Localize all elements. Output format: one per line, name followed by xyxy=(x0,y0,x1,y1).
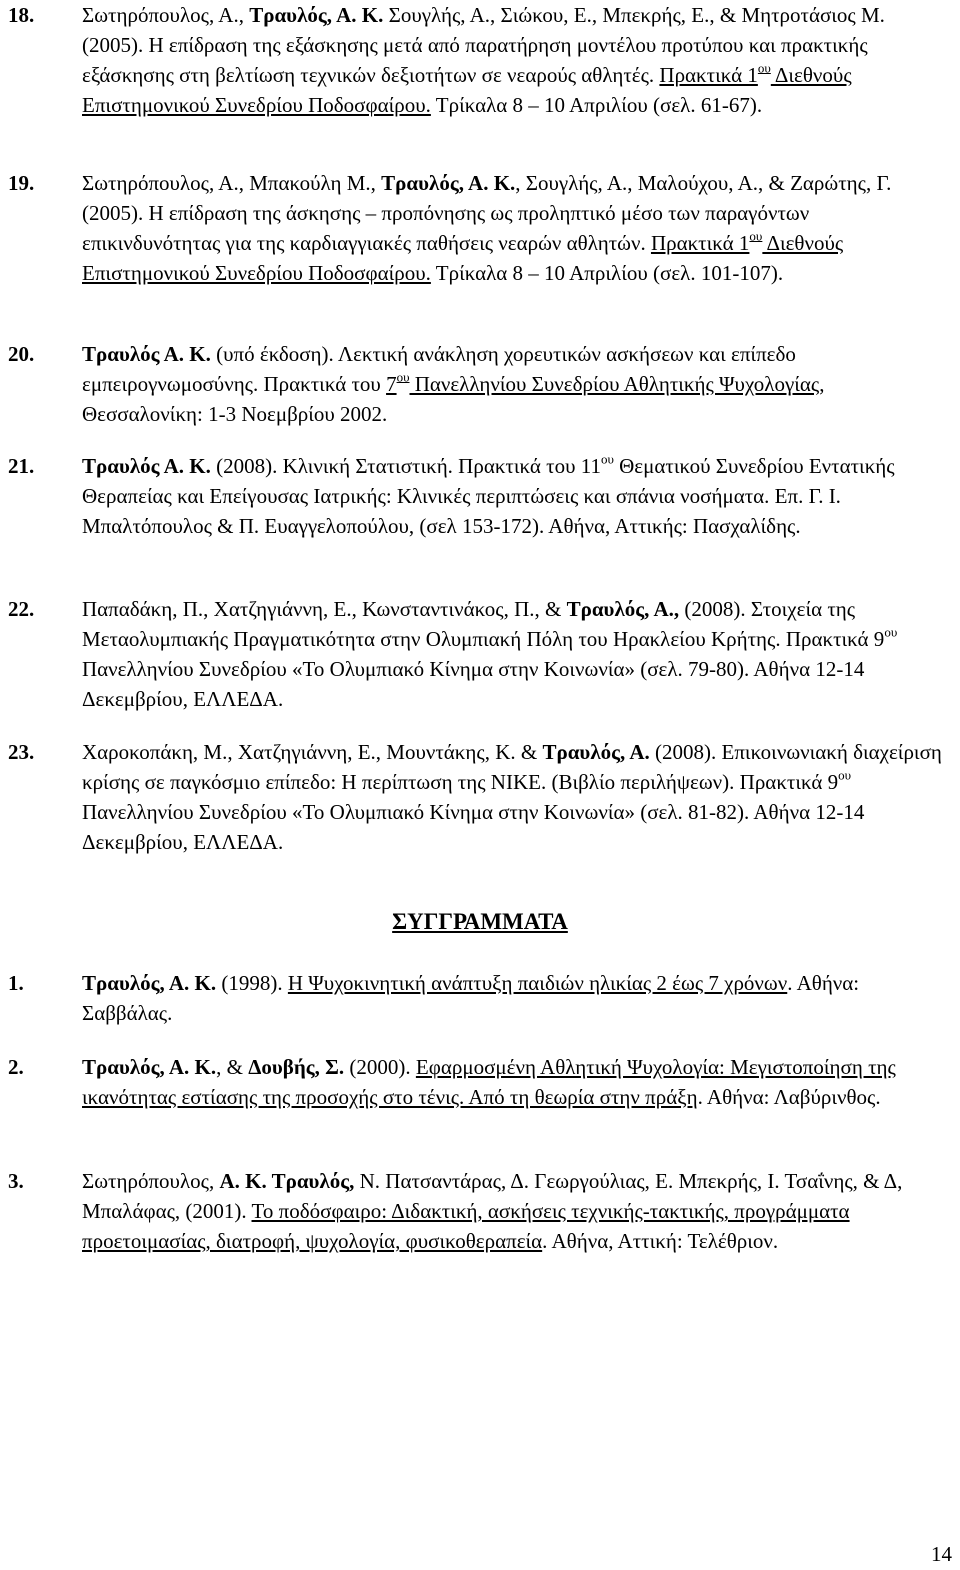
text-segment: , & xyxy=(216,1055,249,1079)
text-segment: Πανελληνίου Συνεδρίου Αθλητικής Ψυχολογίας xyxy=(409,372,820,396)
text-segment: Τραυλός Α. Κ. xyxy=(82,342,211,366)
text-segment: Η Ψυχοκινητική ανάπτυξη παιδιών ηλικίας 2 έως 7 χρόνων xyxy=(287,971,788,995)
text-segment: Πανελληνίου Συνεδρίου «Το Ολυμπιακό Κίνημα στην Κοινωνία» (σελ. 81-82). Αθήνα 12-14 Δεκεμβρίου, ΕΛΛΕΔΑ. xyxy=(82,800,865,854)
text-segment: Τραυλός, Α., xyxy=(566,597,680,621)
entry-text xyxy=(82,0,948,120)
text-segment: 7 xyxy=(386,372,397,396)
text-segment: Χαροκοπάκη, Μ., Χατζηγιάννη, Ε., Μουντάκης, Κ. & xyxy=(82,740,543,764)
entry-text xyxy=(82,168,948,288)
text-segment: (2008). Κλινική Στατιστική. Πρακτικά του 11 xyxy=(210,454,601,478)
superscript-segment: ου xyxy=(600,451,614,467)
text-segment: Παπαδάκη, Π., Χατζηγιάννη, Ε., Κωνσταντινάκος, Π., & xyxy=(82,597,567,621)
text-segment: Τραυλός, Α. Κ. xyxy=(82,971,217,995)
text-segment: Εφαρμοσμένη Αθλητική Ψυχολογία: Μεγιστοποίηση της ικανότητας εστίασης της προσοχής στο τένις. Από τη θεωρία στην πράξη xyxy=(82,1055,896,1109)
text-segment: (2000). xyxy=(344,1055,416,1079)
text-segment: , Θεσσαλονίκη: 1-3 Νοεμβρίου 2002. xyxy=(82,372,825,426)
superscript-segment: ου xyxy=(749,228,763,244)
reference-entry-19 xyxy=(8,168,948,288)
superscript-segment: ου xyxy=(757,60,771,76)
superscript-segment: ου xyxy=(396,369,410,385)
text-segment: Σωτηρόπουλος, Α., xyxy=(82,3,250,27)
entry-number: 1. xyxy=(8,971,24,995)
book-entry-2 xyxy=(8,1052,948,1112)
text-segment: Τραυλός, Α. Κ. xyxy=(249,3,384,27)
entry-number: 23. xyxy=(8,740,35,764)
book-entry-3 xyxy=(8,1166,948,1256)
text-segment: Πρακτικά 1 xyxy=(659,63,758,87)
entry-number: 19. xyxy=(8,171,35,195)
text-segment: Σωτηρόπουλος, Α., Μπακούλη Μ., xyxy=(82,171,382,195)
superscript-segment: ου xyxy=(884,624,898,640)
reference-entry-23 xyxy=(8,737,948,857)
entry-text xyxy=(82,1166,948,1256)
text-segment: (2008). Στοιχεία της Μεταολυμπιακής Πραγματικότητα στην Ολυμπιακή Πόλη του Ηρακλείου Κρήτης. Πρακτικά 9 xyxy=(82,597,885,651)
book-entry-1 xyxy=(8,968,948,1028)
text-segment: Τραυλός, Α. Κ. xyxy=(381,171,516,195)
text-segment: Πανελληνίου Συνεδρίου «Το Ολυμπιακό Κίνημα στην Κοινωνία» (σελ. 79-80). Αθήνα 12-14 Δεκεμβρίου, ΕΛΛΕΔΑ. xyxy=(82,657,865,711)
text-segment: Σουγλής, Α., Σιώκου, Ε., Μπεκρής, Ε., & Μητροτάσιος Μ. (2005). Η επίδραση της εξάσκησης μετά από παρατήρηση μοντέλου προτύπου και πρακτικής εξάσκησης στη βελτίωση τεχνικών δεξιοτήτων σε νεαρούς αθλητές. xyxy=(82,3,885,87)
text-segment: (υπό έκδοση). Λεκτική ανάκληση χορευτικών ασκήσεων και επίπεδο εμπειρογνωμοσύνης. Πρακτικά του xyxy=(82,342,796,396)
entry-number: 21. xyxy=(8,454,35,478)
text-segment: Τραυλός, Α. Κ. xyxy=(82,1055,217,1079)
text-segment: Το ποδόσφαιρο: Διδακτική, ασκήσεις τεχνικής-τακτικής, προγράμματα προετοιμασίας, διατροφή, ψυχολογία, φυσικοθεραπεία xyxy=(82,1199,850,1253)
reference-entry-18 xyxy=(8,0,948,120)
entry-number: 18. xyxy=(8,3,35,27)
text-segment: Τραυλός, Α. xyxy=(542,740,650,764)
text-segment: (2008). Επικοινωνιακή διαχείριση κρίσης σε παγκόσμιο επίπεδο: Η περίπτωση της NIKE. (Βιβλίο περιλήψεων). Πρακτικά 9 xyxy=(82,740,942,794)
entry-number: 2. xyxy=(8,1055,24,1079)
text-segment: , Σουγλής, Α., Μαλούχου, Α., & Ζαρώτης, Γ. (2005). Η επίδραση της άσκησης – προπόνησης ως προληπτικό μέσο των παραγόντων επικινδυνότητας για της καρδιαγγιακές παθήσεις νεαρών αθλητών. xyxy=(82,171,892,255)
text-segment: . Αθήνα, Αττική: Τελέθριον. xyxy=(542,1229,779,1253)
text-segment: Ν. Πατσαντάρας, Δ. Γεωργούλιας, Ε. Μπεκρής, Ι. Τσαΐνης, & Δ, Μπαλάφας, (2001). xyxy=(82,1169,903,1223)
entry-text xyxy=(82,594,948,714)
section-heading: ΣΥΓΓΡΑΜΜΑΤΑ xyxy=(392,909,568,934)
text-segment: Τραυλός Α. Κ. xyxy=(82,454,211,478)
entry-text xyxy=(82,968,948,1028)
page-number: 14 xyxy=(931,1542,952,1566)
entry-text xyxy=(82,737,948,857)
text-segment: Δουβής, Σ. xyxy=(248,1055,345,1079)
text-segment: (1998). xyxy=(216,971,288,995)
text-segment: Διεθνούς Επιστημονικού Συνεδρίου Ποδοσφαίρου. xyxy=(82,63,852,117)
text-segment: . Αθήνα: Σαββάλας. xyxy=(82,971,860,1025)
text-segment: Τρίκαλα 8 – 10 Απριλίου (σελ. 101-107). xyxy=(430,261,784,285)
text-segment: Διεθνούς Επιστημονικού Συνεδρίου Ποδοσφαίρου. xyxy=(82,231,844,285)
entry-text xyxy=(82,451,948,541)
text-segment: Τρίκαλα 8 – 10 Απριλίου (σελ. 61-67). xyxy=(430,93,763,117)
entry-number: 3. xyxy=(8,1169,24,1193)
entry-number: 22. xyxy=(8,597,35,621)
entry-text xyxy=(82,1052,948,1112)
reference-entry-21 xyxy=(8,451,948,541)
text-segment: Α. Κ. Τραυλός, xyxy=(219,1169,355,1193)
superscript-segment: ου xyxy=(838,767,852,783)
text-segment: Σωτηρόπουλος, xyxy=(82,1169,220,1193)
text-segment: . Αθήνα: Λαβύρινθος. xyxy=(697,1085,881,1109)
entry-number: 20. xyxy=(8,342,35,366)
reference-entry-20 xyxy=(8,339,948,429)
text-segment: Πρακτικά 1 xyxy=(650,231,750,255)
text-segment: Θεματικού Συνεδρίου Εντατικής Θεραπείας και Επείγουσας Ιατρικής: Κλινικές περιπτώσεις και σπάνια νοσήματα. Επ. Γ. Ι. Μπαλτόπουλος & Π. Ευαγγελοπούλου, (σελ 153-172). Αθήνα, Αττικής: Πασχαλίδης. xyxy=(82,454,895,538)
entry-text xyxy=(82,339,948,429)
reference-entry-22 xyxy=(8,594,948,714)
